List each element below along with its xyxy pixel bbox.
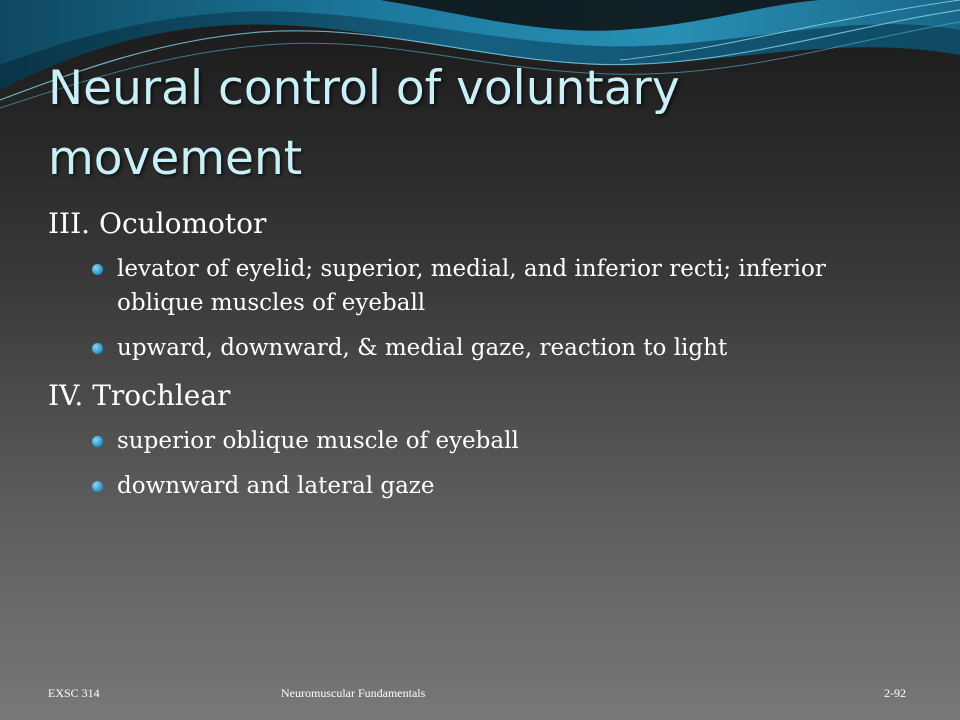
section-heading-oculomotor: III. Oculomotor [48, 207, 267, 240]
footer-course: EXSC 314 [48, 686, 100, 700]
bullet-text: superior oblique muscle of eyeball [117, 428, 519, 454]
slide-title: Neural control of voluntary movement [48, 61, 680, 186]
slide-body [48, 204, 918, 514]
bullet-dot-icon [92, 436, 103, 447]
bullet-text: upward, downward, & medial gaze, reaction to light [117, 335, 728, 361]
section-heading-trochlear: IV. Trochlear [48, 379, 231, 412]
bullet-item [48, 469, 918, 503]
bullet-dot-icon [92, 343, 103, 354]
bullet-dot-icon [92, 481, 103, 492]
footer-topic: Neuromuscular Fundamentals [281, 686, 426, 700]
bullet-item [48, 424, 918, 458]
bullet-dot-icon [92, 264, 103, 275]
footer-slide-number: 2-92 [884, 686, 906, 700]
bullet-text: levator of eyelid; superior, medial, and inferior recti; inferior oblique muscles of eyeball [117, 256, 826, 316]
bullet-text: downward and lateral gaze [117, 473, 435, 499]
bullet-item [48, 331, 918, 365]
bullet-item [48, 252, 918, 320]
